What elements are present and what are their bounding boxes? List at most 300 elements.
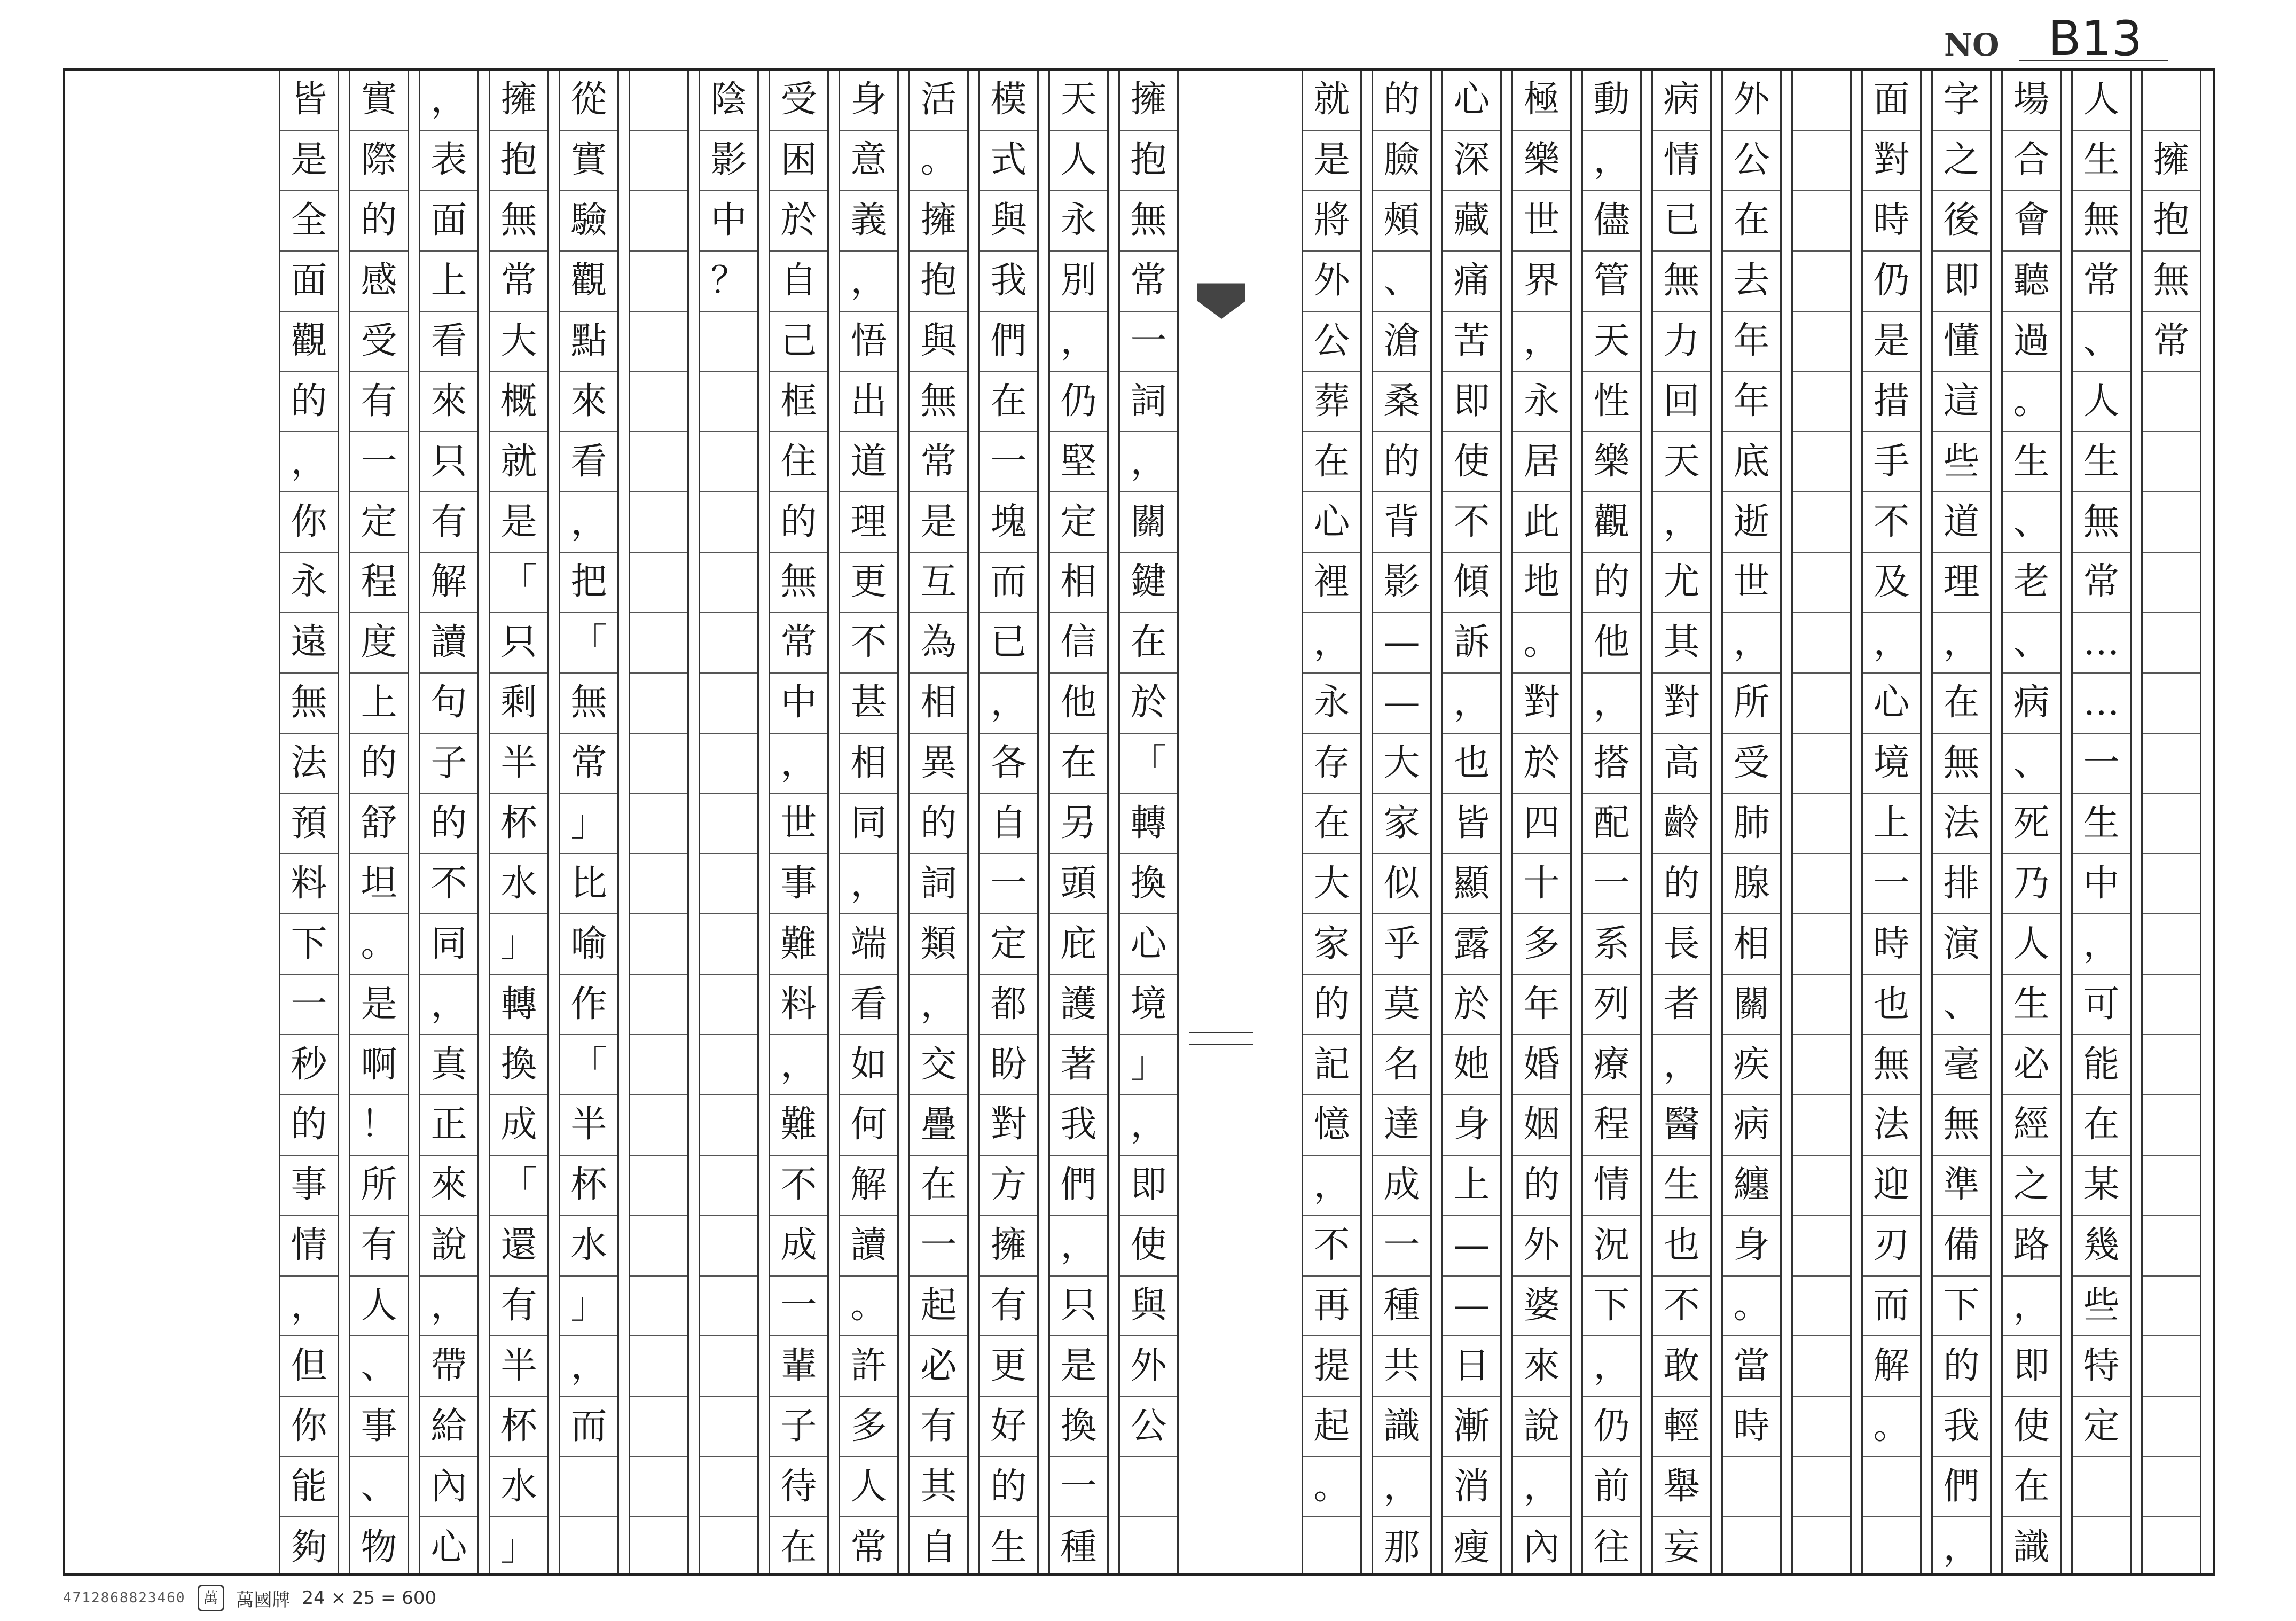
grid-cell: 驗: [560, 191, 617, 252]
grid-cell: 自: [920, 1526, 957, 1569]
binding-line: [1189, 1032, 1253, 1033]
grid-cell: 另: [1050, 794, 1107, 855]
grid-cell: [1793, 492, 1850, 553]
grid-cell: 遠: [280, 613, 338, 674]
grid-cell: [2143, 1397, 2200, 1457]
grid-cell: [630, 1277, 687, 1337]
grid-cell: [630, 734, 687, 794]
grid-cell: 住: [770, 432, 827, 492]
grid-cell: 我: [1050, 1095, 1107, 1156]
grid-cell: [1793, 794, 1850, 855]
grid-cell: 時: [1863, 914, 1920, 975]
grid-cell: [2143, 1216, 2200, 1277]
binding-marker-icon: [1197, 268, 1245, 319]
grid-cell: 、: [2003, 613, 2060, 674]
grid-cell: 一: [280, 975, 338, 1035]
grid-cell: ，: [980, 674, 1037, 734]
grid-cell: 。: [1723, 1277, 1780, 1337]
grid-cell: 不: [770, 1156, 827, 1216]
grid-cell: 在: [1120, 613, 1177, 674]
grid-cell: …: [2073, 674, 2130, 734]
grid-cell: 」: [500, 1526, 537, 1569]
grid-cell: ，: [280, 1277, 338, 1337]
grid-cell: 經: [2003, 1095, 2060, 1156]
grid-cell: 擁: [910, 191, 967, 252]
grid-cell: 將: [1303, 191, 1360, 252]
grid-cell: 況: [1583, 1216, 1640, 1277]
grid-cell: 某: [2073, 1156, 2130, 1216]
grid-cell: 再: [1303, 1277, 1360, 1337]
grid-cell: 面: [420, 191, 477, 252]
grid-cell: 的: [1583, 553, 1640, 613]
grid-cell: 必: [910, 1336, 967, 1397]
grid-cell: 就: [1303, 71, 1360, 131]
grid-cell: 排: [1933, 854, 1990, 914]
grid-cell: 法: [1933, 794, 1990, 855]
grid-cell: 的: [1303, 975, 1360, 1035]
grid-cell: 受: [1723, 734, 1780, 794]
grid-cell: 齡: [1653, 794, 1710, 855]
grid-cell: 同: [420, 914, 477, 975]
grid-cell: 使: [1120, 1216, 1177, 1277]
manuscript-column: [1441, 71, 1502, 1573]
grid-cell: 道: [1933, 492, 1990, 553]
grid-cell: 水: [490, 1457, 547, 1517]
grid-cell: 鍵: [1120, 553, 1177, 613]
grid-cell: 類: [910, 914, 967, 975]
grid-cell: 種: [1060, 1526, 1097, 1569]
grid-cell: 她: [1443, 1035, 1500, 1095]
grid-cell: ，: [1933, 613, 1990, 674]
grid-cell: ，: [770, 1035, 827, 1095]
grid-cell: 堅: [1050, 432, 1107, 492]
grid-cell: [2143, 1156, 2200, 1216]
grid-cell: 塊: [980, 492, 1037, 553]
grid-cell: 一: [980, 432, 1037, 492]
grid-cell: 理: [1933, 553, 1990, 613]
grid-cell: 在: [1933, 674, 1990, 734]
grid-cell: 物: [361, 1526, 397, 1569]
grid-cell: 程: [1583, 1095, 1640, 1156]
grid-cell: ，: [280, 432, 338, 492]
grid-cell: 們: [1933, 1457, 1990, 1517]
grid-cell: 於: [770, 191, 827, 252]
grid-cell: 永: [1303, 674, 1360, 734]
grid-cell: 無: [1933, 734, 1990, 794]
brand-logo-icon: 萬: [198, 1585, 224, 1611]
grid-cell: 、: [2003, 734, 2060, 794]
grid-cell: 一: [1583, 854, 1640, 914]
grid-cell: [1793, 553, 1850, 613]
page-number: B13: [2048, 11, 2143, 67]
grid-cell: 於: [1513, 734, 1570, 794]
grid-cell: 人: [2003, 914, 2060, 975]
grid-cell: 者: [1653, 975, 1710, 1035]
grid-cell: 與: [1120, 1277, 1177, 1337]
grid-cell: 對: [1653, 674, 1710, 734]
grid-cell: ，: [1863, 613, 1920, 674]
grid-cell: 婆: [1513, 1277, 1570, 1337]
grid-cell: 常: [490, 252, 547, 312]
grid-cell: 即: [1933, 252, 1990, 312]
grid-cell: 互: [910, 553, 967, 613]
grid-cell: 在: [980, 372, 1037, 432]
grid-cell: ，: [910, 975, 967, 1035]
grid-cell: 子: [420, 734, 477, 794]
grid-cell: 之: [1933, 131, 1990, 191]
grid-cell: 婚: [1513, 1035, 1570, 1095]
grid-cell: [700, 432, 757, 492]
grid-cell: 。: [910, 131, 967, 191]
manuscript-column: [349, 71, 409, 1573]
grid-cell: 杯: [560, 1156, 617, 1216]
grid-cell: 的: [910, 794, 967, 855]
grid-cell: 看: [560, 432, 617, 492]
grid-cell: 。: [840, 1277, 897, 1337]
grid-cell: [630, 1397, 687, 1457]
grid-cell: 消: [1443, 1457, 1500, 1517]
grid-cell: 疾: [1723, 1035, 1780, 1095]
manuscript-column: [908, 71, 969, 1573]
grid-cell: 憶: [1303, 1095, 1360, 1156]
grid-cell: 」: [560, 1277, 617, 1337]
grid-cell: 樂: [1513, 131, 1570, 191]
grid-cell: 底: [1723, 432, 1780, 492]
grid-cell: 、: [350, 1457, 408, 1517]
grid-cell: 家: [1303, 914, 1360, 975]
grid-cell: 腺: [1723, 854, 1780, 914]
grid-cell: 他: [1050, 674, 1107, 734]
grid-cell: 下: [1583, 1277, 1640, 1337]
grid-cell: 疊: [910, 1095, 967, 1156]
grid-cell: 療: [1583, 1035, 1640, 1095]
grid-cell: 理: [840, 492, 897, 553]
grid-cell: 是: [1050, 1336, 1107, 1397]
grid-cell: 料: [770, 975, 827, 1035]
grid-cell: 纏: [1723, 1156, 1780, 1216]
grid-cell: 仍: [1863, 252, 1920, 312]
grid-cell: 樂: [1583, 432, 1640, 492]
brand-name: 萬國牌: [236, 1589, 291, 1611]
grid-cell: [2143, 1035, 2200, 1095]
grid-cell: 家: [1373, 794, 1430, 855]
grid-cell: 即: [1120, 1156, 1177, 1216]
grid-cell: 那: [1383, 1526, 1420, 1569]
manuscript-column: [1302, 71, 1362, 1573]
grid-cell: 常: [1120, 252, 1177, 312]
grid-cell: 不: [420, 854, 477, 914]
grid-cell: 外: [1513, 1216, 1570, 1277]
grid-cell: 外: [1723, 71, 1780, 131]
grid-cell: 盼: [980, 1035, 1037, 1095]
grid-cell: 大: [490, 312, 547, 372]
grid-cell: 擁: [980, 1216, 1037, 1277]
grid-cell: 常: [910, 432, 967, 492]
grid-cell: 信: [1050, 613, 1107, 674]
grid-cell: 換: [1050, 1397, 1107, 1457]
grid-cell: [700, 1336, 757, 1397]
grid-cell: [2143, 71, 2200, 131]
grid-cell: 端: [840, 914, 897, 975]
grid-cell: ，: [770, 734, 827, 794]
grid-cell: 情: [280, 1216, 338, 1277]
grid-cell: ？: [700, 252, 757, 312]
grid-cell: 擁: [1120, 71, 1177, 131]
grid-cell: 抱: [1120, 131, 1177, 191]
grid-cell: 世: [770, 794, 827, 855]
grid-cell: 內: [420, 1457, 477, 1517]
grid-cell: 成: [770, 1216, 827, 1277]
grid-cell: 配: [1583, 794, 1640, 855]
grid-cell: ，: [420, 71, 477, 131]
grid-cell: 解: [1863, 1336, 1920, 1397]
grid-cell: 長: [1653, 914, 1710, 975]
grid-cell: ，: [2073, 914, 2130, 975]
grid-cell: …: [2073, 613, 2130, 674]
grid-cell: 的: [280, 372, 338, 432]
grid-cell: [700, 1517, 757, 1578]
grid-cell: 、: [350, 1336, 408, 1397]
grid-cell: 的: [1513, 1156, 1570, 1216]
grid-cell: [1793, 975, 1850, 1035]
manuscript-grid: [63, 68, 2215, 1576]
grid-cell: [1793, 734, 1850, 794]
grid-cell: 來: [1513, 1336, 1570, 1397]
grid-cell: [700, 312, 757, 372]
grid-cell: 定: [980, 914, 1037, 975]
grid-cell: 措: [1863, 372, 1920, 432]
grid-cell: 手: [1863, 432, 1920, 492]
grid-cell: 的: [980, 1457, 1037, 1517]
grid-cell: 時: [1863, 191, 1920, 252]
grid-cell: ，: [1303, 613, 1360, 674]
grid-cell: 外: [1303, 252, 1360, 312]
grid-cell: [2143, 1457, 2200, 1517]
grid-cell: 醫: [1653, 1095, 1710, 1156]
grid-cell: 莫: [1373, 975, 1430, 1035]
grid-cell: 抱: [490, 131, 547, 191]
grid-cell: 中: [700, 191, 757, 252]
grid-cell: 難: [770, 914, 827, 975]
grid-cell: 儘: [1583, 191, 1640, 252]
no-label: NO: [1944, 27, 2000, 63]
grid-cell: 世: [1513, 191, 1570, 252]
grid-cell: [700, 975, 757, 1035]
grid-cell: 年: [1723, 312, 1780, 372]
grid-cell: —: [1443, 1216, 1500, 1277]
grid-cell: 些: [1933, 432, 1990, 492]
grid-cell: 與: [910, 312, 967, 372]
grid-cell: [2143, 1336, 2200, 1397]
grid-cell: 乎: [1373, 914, 1430, 975]
grid-cell: 力: [1653, 312, 1710, 372]
grid-cell: 特: [2073, 1336, 2130, 1397]
grid-cell: [1793, 1216, 1850, 1277]
grid-cell: 同: [840, 794, 897, 855]
grid-cell: 桑: [1373, 372, 1430, 432]
grid-cell: 輩: [770, 1336, 827, 1397]
grid-cell: 來: [420, 1156, 477, 1216]
grid-cell: 感: [350, 252, 408, 312]
grid-cell: 天: [1050, 71, 1107, 131]
grid-cell: 大: [1303, 854, 1360, 914]
grid-cell: 法: [1863, 1095, 1920, 1156]
grid-cell: 看: [420, 312, 477, 372]
grid-cell: 識: [1373, 1397, 1430, 1457]
grid-cell: [700, 854, 757, 914]
grid-cell: 病: [1723, 1095, 1780, 1156]
grid-cell: 露: [1443, 914, 1500, 975]
grid-cell: 而: [1863, 1277, 1920, 1337]
grid-cell: 臉: [1373, 131, 1430, 191]
grid-cell: 觀: [280, 312, 338, 372]
grid-cell: 字: [1933, 71, 1990, 131]
grid-cell: 你: [280, 492, 338, 553]
grid-cell: [630, 312, 687, 372]
grid-cell: 不: [840, 613, 897, 674]
grid-cell: 即: [1443, 372, 1500, 432]
grid-cell: 難: [770, 1095, 827, 1156]
grid-cell: [2143, 854, 2200, 914]
grid-cell: 當: [1723, 1336, 1780, 1397]
manuscript-column: [279, 71, 339, 1573]
grid-cell: [1793, 1397, 1850, 1457]
grid-cell: ，: [1373, 1457, 1430, 1517]
grid-cell: 在: [780, 1526, 817, 1569]
grid-cell: [1793, 1457, 1850, 1517]
grid-cell: 自: [770, 252, 827, 312]
grid-cell: 喻: [560, 914, 617, 975]
grid-cell: [560, 1457, 617, 1517]
grid-cell: 交: [910, 1035, 967, 1095]
grid-cell: 影: [700, 131, 757, 191]
grid-cell: 逝: [1723, 492, 1780, 553]
grid-cell: 解: [840, 1156, 897, 1216]
grid-cell: 「: [560, 1035, 617, 1095]
grid-cell: 他: [1583, 613, 1640, 674]
grid-cell: 活: [910, 71, 967, 131]
grid-cell: [630, 854, 687, 914]
grid-cell: [700, 794, 757, 855]
grid-cell: 杯: [490, 794, 547, 855]
grid-cell: 路: [2003, 1216, 2060, 1277]
grid-cell: [630, 1156, 687, 1216]
grid-cell: 會: [2003, 191, 2060, 252]
grid-cell: 下: [1933, 1277, 1990, 1337]
grid-cell: 所: [350, 1156, 408, 1216]
grid-cell: 人: [840, 1457, 897, 1517]
grid-spec: 24 × 25 = 600: [302, 1587, 437, 1609]
grid-cell: [2143, 914, 2200, 975]
grid-cell: 在: [1303, 432, 1360, 492]
grid-cell: 不: [1863, 492, 1920, 553]
grid-cell: [630, 1517, 687, 1578]
grid-cell: 更: [840, 553, 897, 613]
manuscript-column: [1861, 71, 1922, 1573]
grid-cell: 起: [910, 1277, 967, 1337]
grid-cell: 人: [350, 1277, 408, 1337]
grid-cell: [1793, 1035, 1850, 1095]
grid-cell: [630, 1035, 687, 1095]
grid-cell: 裡: [1303, 553, 1360, 613]
grid-cell: 世: [1723, 553, 1780, 613]
manuscript-column: [1721, 71, 1782, 1573]
grid-cell: 面: [280, 252, 338, 312]
grid-cell: 關: [1120, 492, 1177, 553]
grid-cell: [1793, 312, 1850, 372]
grid-cell: 已: [1653, 191, 1710, 252]
grid-cell: 半: [490, 1336, 547, 1397]
manuscript-column: [1791, 71, 1852, 1573]
grid-cell: 無: [1933, 1095, 1990, 1156]
grid-cell: 聽: [2003, 252, 2060, 312]
grid-cell: 。: [2003, 372, 2060, 432]
grid-cell: 是: [350, 975, 408, 1035]
grid-cell: 的: [420, 794, 477, 855]
grid-cell: 有: [350, 372, 408, 432]
grid-cell: [630, 553, 687, 613]
grid-cell: 無: [770, 553, 827, 613]
grid-cell: 常: [770, 613, 827, 674]
grid-cell: [2143, 975, 2200, 1035]
grid-cell: 生: [1653, 1156, 1710, 1216]
grid-cell: 就: [490, 432, 547, 492]
grid-cell: 表: [420, 131, 477, 191]
grid-cell: [700, 734, 757, 794]
grid-cell: 身: [1723, 1216, 1780, 1277]
grid-cell: 多: [840, 1397, 897, 1457]
grid-cell: ，: [1120, 1095, 1177, 1156]
grid-cell: 別: [1050, 252, 1107, 312]
grid-cell: 抱: [910, 252, 967, 312]
grid-cell: [630, 1336, 687, 1397]
grid-cell: 公: [1120, 1397, 1177, 1457]
grid-cell: 說: [420, 1216, 477, 1277]
grid-cell: 杯: [490, 1397, 547, 1457]
grid-cell: [630, 914, 687, 975]
grid-cell: 作: [560, 975, 617, 1035]
grid-cell: 已: [980, 613, 1037, 674]
grid-cell: [700, 674, 757, 734]
grid-cell: 影: [1373, 553, 1430, 613]
grid-cell: 半: [560, 1095, 617, 1156]
grid-cell: ！: [350, 1095, 408, 1156]
grid-cell: 中: [2073, 854, 2130, 914]
grid-cell: 而: [980, 553, 1037, 613]
grid-cell: 來: [560, 372, 617, 432]
grid-cell: 相: [910, 674, 967, 734]
grid-cell: 生: [2073, 432, 2130, 492]
grid-cell: [630, 252, 687, 312]
grid-cell: 天: [1583, 312, 1640, 372]
grid-cell: 上: [1443, 1156, 1500, 1216]
grid-cell: ，: [1050, 1216, 1107, 1277]
grid-cell: 記: [1303, 1035, 1360, 1095]
manuscript-column: [1651, 71, 1712, 1573]
manuscript-column: [769, 71, 829, 1573]
grid-cell: 即: [2003, 1336, 2060, 1397]
grid-cell: 肺: [1723, 794, 1780, 855]
grid-cell: 定: [350, 492, 408, 553]
grid-cell: 過: [2003, 312, 2060, 372]
grid-cell: 痛: [1443, 252, 1500, 312]
grid-cell: 頰: [1373, 191, 1430, 252]
manuscript-column: [839, 71, 899, 1573]
manuscript-column: [1048, 71, 1109, 1573]
grid-cell: [1723, 1517, 1780, 1578]
grid-cell: —: [1373, 674, 1430, 734]
grid-cell: ，: [1653, 492, 1710, 553]
